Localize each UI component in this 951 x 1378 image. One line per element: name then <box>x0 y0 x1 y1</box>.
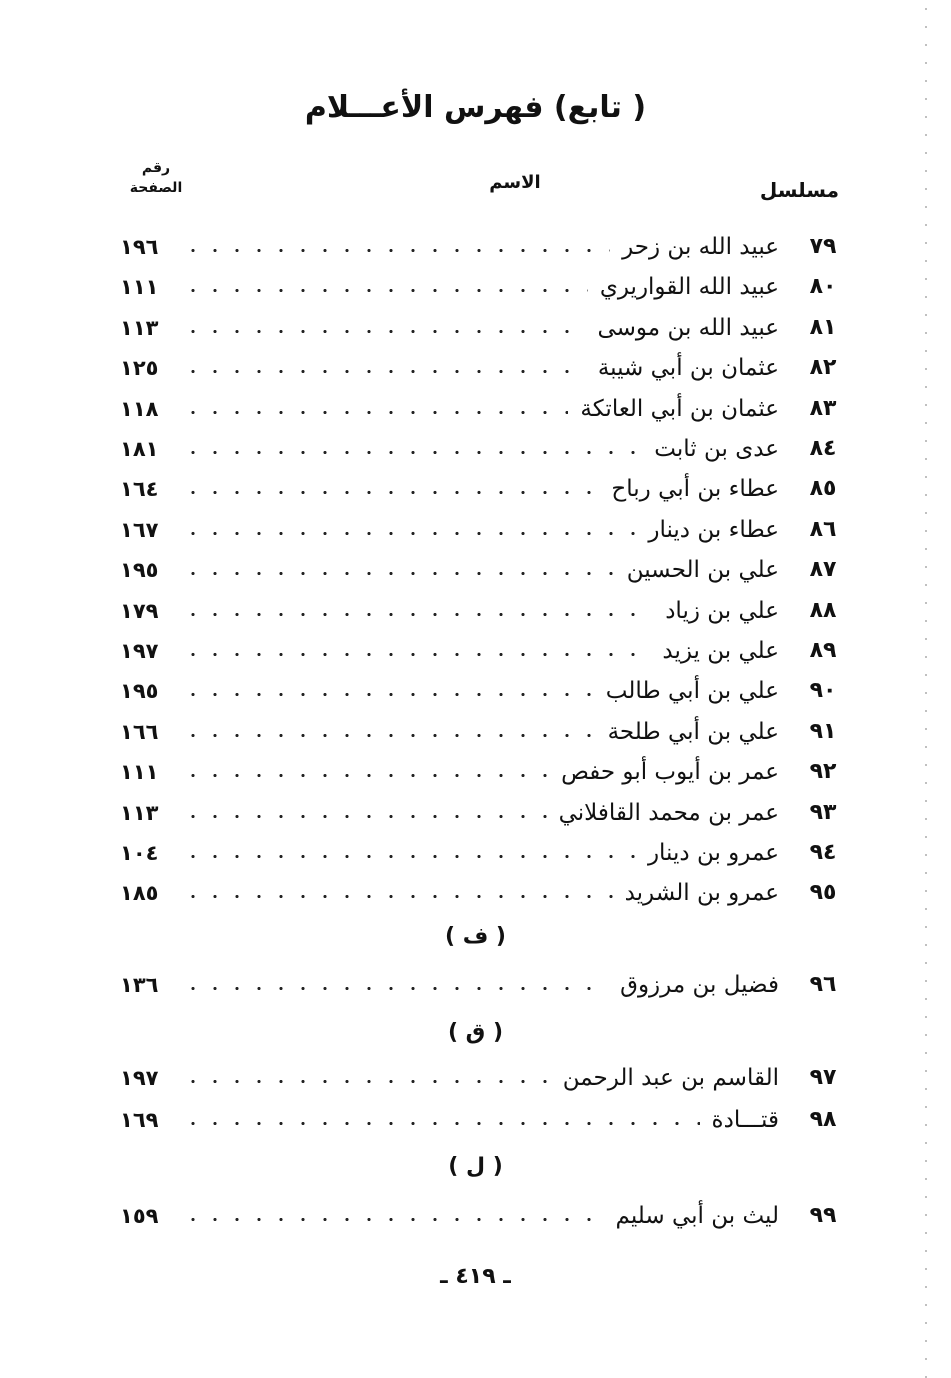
index-row <box>0 873 951 913</box>
page-reference: ١٥٩ <box>120 1204 159 1228</box>
dot-leader <box>182 613 653 616</box>
page-reference: ١٩٧ <box>120 639 159 663</box>
dot-leader <box>182 532 636 535</box>
serial-number: ٨٨ <box>809 597 837 623</box>
dot-leader <box>182 249 610 252</box>
index-row <box>0 1196 951 1236</box>
page-reference: ١١٣ <box>120 315 159 340</box>
dot-leader <box>182 1218 604 1221</box>
dot-leader <box>182 987 608 990</box>
person-name: عمرو بن دينار <box>647 840 779 866</box>
header-page-line2: الصفحة <box>129 180 183 196</box>
person-name: قتـــادة <box>711 1107 779 1133</box>
page-reference: ١٩٥ <box>120 558 159 583</box>
person-name: علي بن الحسين <box>626 557 779 584</box>
serial-number: ٨٠ <box>809 274 837 300</box>
index-row <box>0 267 951 307</box>
person-name: فضيل بن مرزوق <box>620 972 779 998</box>
index-row <box>0 833 951 873</box>
page-reference: ١٠٤ <box>120 841 159 865</box>
index-row <box>0 752 951 792</box>
serial-number: ٨٤ <box>809 436 837 461</box>
serial-number: ٩٦ <box>809 972 837 997</box>
dot-leader <box>182 895 613 898</box>
serial-number: ٩٨ <box>809 1107 837 1132</box>
index-row <box>0 1058 951 1098</box>
dot-leader <box>182 491 599 494</box>
person-name: عبيد الله القواريري <box>599 274 779 301</box>
page-reference: ١١١ <box>120 760 159 785</box>
person-name: عبيد الله بن موسى <box>597 314 779 341</box>
index-row <box>0 389 951 429</box>
section-heading-q: ( ق ) <box>447 1020 504 1045</box>
index-row <box>0 227 951 267</box>
dot-leader <box>182 1080 551 1083</box>
serial-number: ٨٣ <box>809 395 837 421</box>
index-row <box>0 671 951 711</box>
person-name: القاسم بن عبد الرحمن <box>562 1065 779 1091</box>
page-reference: ١٨٥ <box>120 881 159 906</box>
dot-leader <box>182 774 549 777</box>
person-name: عطاء بن أبي رباح <box>611 476 779 503</box>
page-reference: ١٩٦ <box>120 235 159 259</box>
serial-number: ٨٦ <box>809 516 837 542</box>
person-name: علي بن زياد <box>665 597 779 624</box>
dot-leader <box>182 855 636 858</box>
section-heading-f: ( ف ) <box>445 924 506 949</box>
page-reference: ١٦٩ <box>120 1108 159 1132</box>
index-row <box>0 348 951 388</box>
serial-number: ٩٥ <box>809 880 837 906</box>
index-row <box>0 591 951 631</box>
person-name: علي بن أبي طالب <box>605 678 779 705</box>
serial-number: ٩٧ <box>809 1065 837 1090</box>
dot-leader <box>182 693 594 696</box>
header-name: الاسم <box>489 172 541 193</box>
serial-number: ٨٢ <box>809 355 837 381</box>
header-page-number <box>126 158 186 198</box>
dot-leader <box>182 815 547 818</box>
serial-number: ٩٣ <box>809 799 837 825</box>
serial-number: ٩١ <box>809 718 837 744</box>
section-heading-l: ( ل ) <box>448 1154 503 1179</box>
index-row <box>0 793 951 833</box>
page-reference: ١٩٥ <box>120 679 159 704</box>
page-reference: ١٦٤ <box>120 477 159 502</box>
person-name: عبيد الله بن زحر <box>622 234 779 260</box>
serial-number: ٨٩ <box>809 638 837 663</box>
person-name: عثمان بن أبي العاتكة <box>580 395 779 422</box>
serial-number: ٩٤ <box>809 840 837 865</box>
dot-leader <box>182 451 642 454</box>
serial-number: ٧٩ <box>809 234 837 259</box>
person-name: علي بن يزيد <box>662 638 779 664</box>
serial-number: ٩٩ <box>809 1203 837 1228</box>
page-reference: ١١٨ <box>120 396 159 421</box>
header-serial: مسلسل <box>759 178 839 202</box>
serial-number: ٨٥ <box>809 476 837 502</box>
serial-number: ٩٢ <box>809 759 837 785</box>
page-reference: ١٩٧ <box>120 1066 159 1090</box>
person-name: عمر بن محمد القافلاني <box>558 799 779 826</box>
person-name: علي بن أبي طلحة <box>607 718 779 745</box>
page-reference: ١١١ <box>120 275 159 300</box>
dot-leader <box>182 1122 700 1125</box>
person-name: ليث بن أبي سليم <box>615 1203 779 1229</box>
person-name: عثمان بن أبي شيبة <box>597 355 779 382</box>
page-title: ( تابع) فهرس الأعـــلام <box>304 90 647 125</box>
serial-number: ٩٠ <box>809 678 837 704</box>
dot-leader <box>182 370 586 373</box>
dot-leader <box>182 330 585 333</box>
index-row <box>0 712 951 752</box>
page-number-footer: ـ ٤١٩ ـ <box>440 1264 511 1289</box>
index-row <box>0 469 951 509</box>
person-name: عطاء بن دينار <box>648 516 779 543</box>
person-name: عمرو بن الشريد <box>624 880 779 907</box>
index-row <box>0 965 951 1005</box>
index-row <box>0 631 951 671</box>
index-row <box>0 429 951 469</box>
page-reference: ١٦٦ <box>120 719 159 744</box>
dot-leader <box>182 411 568 414</box>
index-row <box>0 1100 951 1140</box>
serial-number: ٨١ <box>809 314 837 340</box>
index-row <box>0 510 951 550</box>
page-reference: ١٣٦ <box>120 973 159 997</box>
index-row <box>0 550 951 590</box>
page-reference: ١١٣ <box>120 800 159 825</box>
serial-number: ٨٧ <box>809 557 837 583</box>
dot-leader <box>182 653 650 656</box>
page-reference: ١٦٧ <box>120 517 159 542</box>
dot-leader <box>182 572 615 575</box>
page-reference: ١٨١ <box>120 437 159 461</box>
person-name: عمر بن أيوب أبو حفص <box>561 759 779 786</box>
index-row <box>0 308 951 348</box>
page-reference: ١٧٩ <box>120 598 159 623</box>
dot-leader <box>182 289 588 292</box>
header-page-line1: رقم <box>141 160 171 176</box>
page-reference: ١٢٥ <box>120 356 159 381</box>
dot-leader <box>182 734 596 737</box>
person-name: عدى بن ثابت <box>654 436 779 462</box>
